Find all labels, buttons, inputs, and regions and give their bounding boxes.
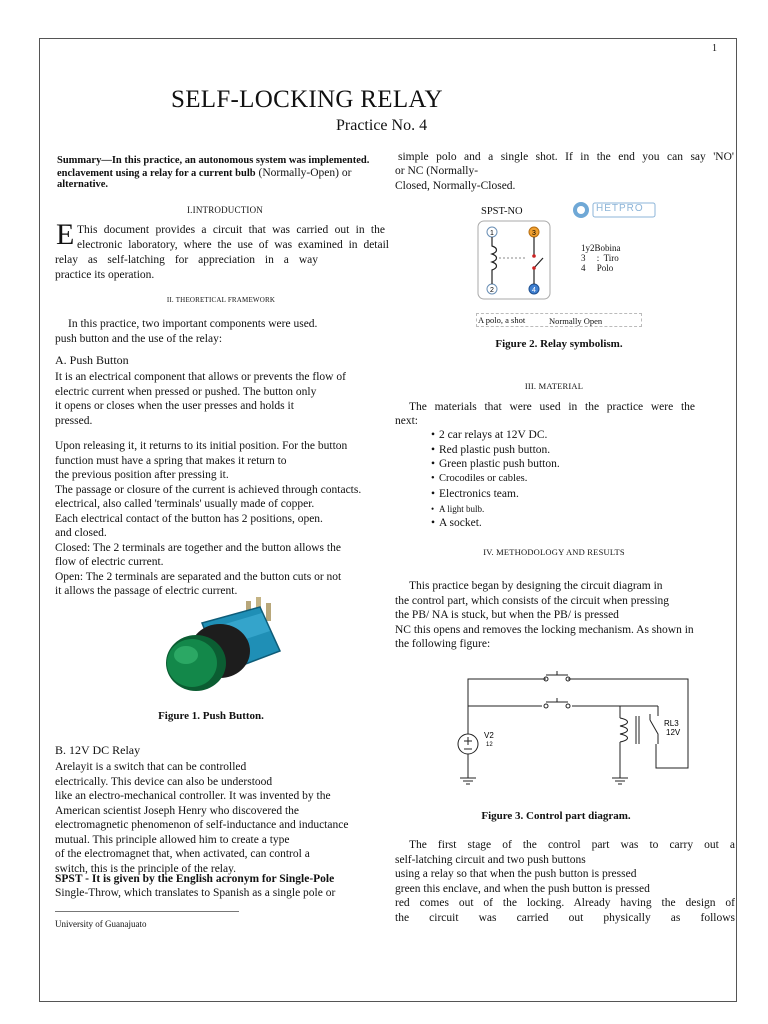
pinout-legend — [581, 243, 621, 273]
text-line: pressed. — [55, 414, 93, 427]
pin-3-label: 3 — [532, 230, 536, 237]
text-line: NC this opens and removes the locking mechanism. As shown in — [395, 623, 694, 636]
text-line: the control part, which consists of the circuit when pressing — [395, 594, 670, 607]
intro-heading: I.INTRODUCTION — [186, 205, 264, 215]
text-line: American scientist Joseph Henry who discovered the — [55, 804, 299, 817]
relay-label: RL3 — [664, 719, 679, 728]
text-line: flow of electric current. — [55, 556, 164, 568]
text-line: Open: The 2 terminals are separated and the button cuts or not — [55, 570, 342, 583]
fig2-bottom-left: A polo, a shot — [478, 315, 526, 325]
pin-1-label: 1 — [490, 230, 494, 237]
text-line: mutual. This principle allowed him to create a type — [55, 833, 290, 846]
cap-highlight — [174, 646, 198, 664]
text-line: green this enclave, and when the push button is pressed — [395, 882, 650, 895]
text-line: switch, this is the principle of the relay. — [55, 862, 236, 875]
source-label: V2 — [484, 731, 494, 740]
figure-2-caption: Figure 2. Relay symbolism. — [495, 338, 623, 350]
text-line: like an electro-mechanical controller. It was invented by the — [55, 790, 331, 802]
text-line: of the electromagnet that, when activated, can control a — [55, 848, 310, 860]
footer-affiliation: University of Guanajuato — [55, 919, 147, 929]
figure-3-caption: Figure 3. Control part diagram. — [481, 810, 631, 822]
text-line: it opens or closes when the user presses and holds it — [55, 400, 294, 412]
text-line: red comes out of the locking. Already having the design of — [395, 897, 735, 909]
spst-line-2: Single-Throw, which translates to Spanish as a single pole or — [55, 887, 336, 899]
material-heading: III. MATERIAL — [524, 381, 584, 391]
text-line: self-latching circuit and two push buttons — [395, 853, 586, 866]
relay-contact — [650, 720, 658, 744]
ground-symbol — [612, 778, 628, 784]
text-line: The first stage of the control part was to carry out a — [409, 839, 735, 851]
push-button-image — [150, 593, 290, 703]
text-line: electrically. This device can also be understood — [55, 775, 273, 788]
intro-line-3: relay as self-latching for appreciation in a way — [55, 254, 318, 266]
text-line: the following figure: — [395, 638, 491, 650]
text-line: Each electrical contact of the button has 2 positions, open. — [55, 512, 323, 525]
hetpro-logo-text: HETPRO — [596, 203, 644, 214]
contact-point — [532, 266, 536, 270]
list-item: • 2 car relays at 12V DC. — [431, 429, 548, 441]
list-item: • A socket. — [431, 517, 482, 530]
text-line: and closed. — [55, 527, 107, 539]
text-line: The passage or closure of the current is achieved through contacts. — [55, 483, 362, 496]
materials-list — [431, 428, 560, 531]
legend-line-2: 3 : Tiro — [581, 253, 619, 263]
material-line-2: next: — [395, 415, 418, 427]
text-line: Closed: The 2 terminals are together and the button allows the — [55, 541, 341, 554]
push-button-text — [55, 370, 375, 428]
relay-heading: B. 12V DC Relay — [55, 743, 141, 757]
relay-coil — [620, 718, 628, 742]
release-text — [55, 439, 380, 599]
text-line: function must have a spring that makes it return to — [55, 454, 287, 467]
paper-subtitle: Practice No. 4 — [336, 117, 428, 134]
relay-core — [636, 716, 639, 744]
list-item: • Green plastic push button. — [431, 458, 560, 471]
intro-dropcap: E — [56, 218, 75, 251]
right-top-line-1: simple polo and a single shot. If in the end you can say 'NO' — [398, 151, 734, 163]
text-line: This practice began by designing the circuit diagram in — [409, 580, 663, 592]
relay-value: 12V — [666, 728, 681, 737]
methodology-text — [395, 579, 735, 652]
summary-line-2: enclavement using a relay for a current bulb (Normally-Open) or — [57, 167, 352, 179]
button-cap — [167, 639, 217, 687]
pb-terminal — [544, 704, 548, 708]
pin-4-label: 4 — [532, 287, 536, 294]
material-line-1: The materials that were used in the practice were the — [409, 401, 695, 413]
text-line: the circuit was carried out physically as follows — [395, 911, 735, 924]
push-button-heading: A. Push Button — [55, 353, 129, 367]
legend-line-3: 4 Polo — [581, 263, 614, 273]
fig2-bottom-right: Normally Open — [549, 316, 603, 326]
relay-pinout-diagram — [477, 220, 551, 300]
right-top-line-2: or NC (Normally- — [395, 165, 479, 177]
spst-definition: SPST - It is given by the English acronym for Single-Pole — [55, 873, 335, 885]
intro-line-1: This document provides a circuit that was carried out in the — [77, 224, 385, 236]
terminal — [266, 603, 271, 621]
text-line: electric current when pressed or pushed. The button only — [55, 385, 317, 398]
text-line: using a relay so that when the push button is pressed — [395, 868, 637, 880]
text-line: it allows the passage of electric current. — [55, 585, 238, 597]
theory-line-1: In this practice, two important components were used. — [68, 318, 318, 330]
summary-line-1: Summary—In this practice, an autonomous system was implemented. — [57, 155, 370, 166]
text-line: the PB/ NA is stuck, but when the PB/ is pressed — [395, 609, 619, 621]
figure-1-caption: Figure 1. Push Button. — [158, 710, 264, 722]
intro-line-2: electronic laboratory, where the use of was examined in detail — [77, 239, 389, 251]
contact-point — [532, 254, 536, 258]
push-button-mid-symbol — [546, 698, 568, 702]
pin-2-label: 2 — [490, 287, 494, 294]
theory-heading: II. THEORETICAL FRAMEWORK — [166, 296, 276, 304]
text-line: It is an electrical component that allows or prevents the flow of — [55, 371, 346, 383]
text-line: electrical, also called 'terminals' usually made of copper. — [55, 498, 315, 510]
methodology-heading: IV. METHODOLOGY AND RESULTS — [483, 547, 625, 557]
text-line: the previous position after pressing it. — [55, 469, 229, 481]
source-polarity — [464, 737, 472, 749]
list-item: • Crocodiles or cables. — [431, 473, 528, 485]
text-line: Arelayit is a switch that can be controlled — [55, 761, 247, 773]
spst-no-label: SPST-NO — [481, 206, 523, 217]
source-value: 12 — [486, 742, 493, 748]
intro-line-4: practice its operation. — [55, 269, 155, 281]
legend-line-1: 1y2Bobina — [581, 243, 621, 253]
paper-title: SELF-LOCKING RELAY — [171, 86, 443, 113]
pb-terminal — [566, 704, 570, 708]
text-line: Upon releasing it, it returns to its initial position. For the button — [55, 440, 348, 452]
list-item: • Electronics team. — [431, 487, 519, 500]
theory-line-2: push button and the use of the relay: — [55, 333, 223, 345]
relay-text — [55, 760, 401, 876]
logo-mark-inner — [577, 206, 585, 214]
results-text — [395, 838, 735, 925]
ground-symbol — [460, 778, 476, 784]
page-number: 1 — [712, 43, 717, 54]
list-item: • Red plastic push button. — [431, 443, 551, 456]
summary-line-3: alternative. — [57, 179, 109, 190]
control-circuit-diagram — [450, 666, 696, 794]
list-item: • A light bulb. — [431, 503, 485, 514]
right-top-line-3: Closed, Normally-Closed. — [395, 180, 516, 192]
text-line: electromagnetic phenomenon of self-inductance and inductance — [55, 819, 349, 831]
footnote-rule — [55, 911, 239, 912]
push-button-top-symbol — [546, 671, 568, 675]
